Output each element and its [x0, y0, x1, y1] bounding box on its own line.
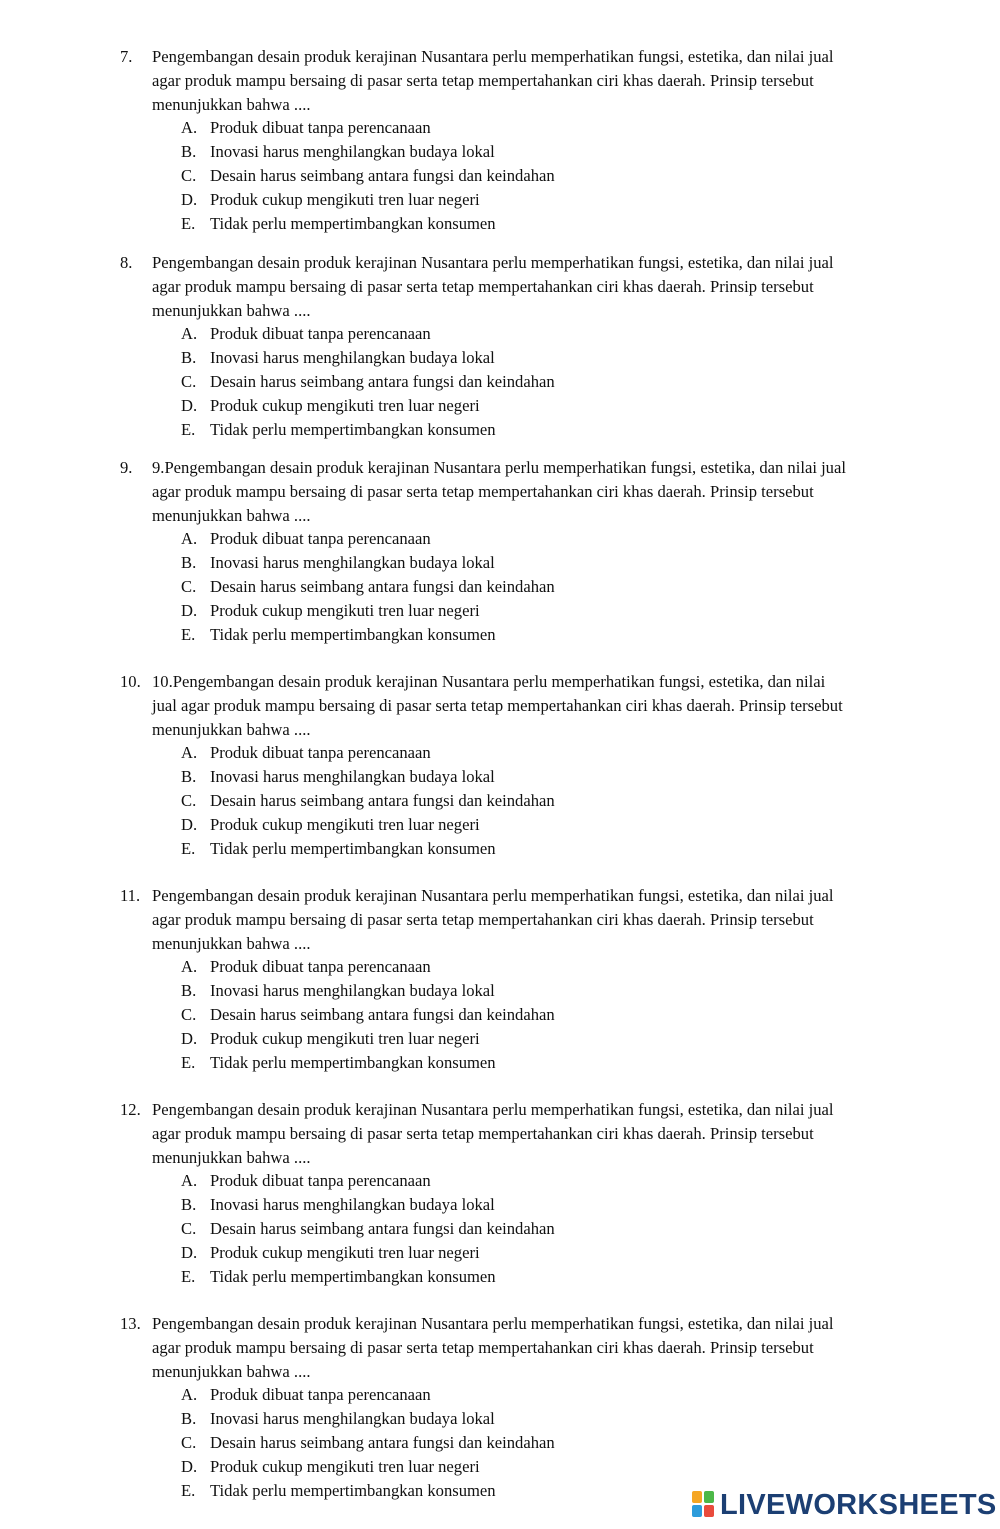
option-c[interactable] — [120, 1003, 910, 1027]
option-text: Produk dibuat tanpa perencanaan — [210, 118, 431, 138]
option-c[interactable] — [120, 164, 910, 188]
question-number: 8. — [120, 253, 133, 272]
question-stem — [120, 884, 910, 955]
option-text: Desain harus seimbang antara fungsi dan keindahan — [210, 165, 555, 185]
option-text: Produk cukup mengikuti tren luar negeri — [210, 189, 480, 209]
option-letter: C. — [181, 1432, 197, 1452]
question-13 — [120, 1312, 910, 1502]
option-b[interactable] — [120, 140, 910, 164]
question-number: 13. — [120, 1314, 141, 1333]
question-number: 9. — [120, 458, 133, 477]
option-b[interactable] — [120, 979, 910, 1003]
question-text-line: Pengembangan desain produk kerajinan Nusantara perlu memperhatikan fungsi, estetika, dan nilai jual — [152, 47, 834, 66]
question-10 — [120, 670, 910, 860]
option-d[interactable] — [120, 1027, 910, 1051]
option-text: Tidak perlu mempertimbangkan konsumen — [210, 624, 496, 644]
option-letter: B. — [181, 767, 197, 787]
logo-tile — [692, 1491, 702, 1503]
option-text: Produk cukup mengikuti tren luar negeri — [210, 1456, 480, 1476]
logo-tile — [704, 1505, 714, 1517]
option-text: Tidak perlu mempertimbangkan konsumen — [210, 1480, 496, 1500]
option-letter: E. — [181, 838, 196, 858]
question-text-line: Pengembangan desain produk kerajinan Nusantara perlu memperhatikan fungsi, estetika, dan nilai jual — [152, 1100, 834, 1119]
option-c[interactable] — [120, 1431, 910, 1455]
option-letter: B. — [181, 142, 197, 162]
option-letter: C. — [181, 1218, 197, 1238]
option-e[interactable] — [120, 623, 910, 647]
option-b[interactable] — [120, 346, 910, 370]
logo-tile — [692, 1505, 702, 1517]
option-text: Tidak perlu mempertimbangkan konsumen — [210, 419, 496, 439]
option-b[interactable] — [120, 1407, 910, 1431]
question-text-line: menunjukkan bahwa .... — [152, 1147, 311, 1167]
option-letter: D. — [181, 1028, 198, 1048]
option-text: Desain harus seimbang antara fungsi dan keindahan — [210, 1432, 555, 1452]
option-letter: E. — [181, 213, 196, 233]
option-letter: E. — [181, 1266, 196, 1286]
option-letter: E. — [181, 624, 196, 644]
option-letter: C. — [181, 165, 197, 185]
option-text: Inovasi harus menghilangkan budaya lokal — [210, 981, 495, 1001]
option-b[interactable] — [120, 1193, 910, 1217]
option-e[interactable] — [120, 418, 910, 442]
option-text: Tidak perlu mempertimbangkan konsumen — [210, 1266, 496, 1286]
option-text: Produk dibuat tanpa perencanaan — [210, 529, 431, 549]
option-letter: E. — [181, 1052, 196, 1072]
option-letter: B. — [181, 348, 197, 368]
option-b[interactable] — [120, 765, 910, 789]
question-number: 7. — [120, 47, 133, 66]
question-text-line: jual agar produk mampu bersaing di pasar serta tetap mempertahankan ciri khas daerah. Prinsip tersebut — [152, 695, 843, 715]
option-a[interactable] — [120, 527, 910, 551]
option-letter: A. — [181, 118, 198, 138]
option-letter: B. — [181, 1409, 197, 1429]
question-text-line: 9.Pengembangan desain produk kerajinan Nusantara perlu memperhatikan fungsi, estetika, dan nilai jual — [152, 458, 846, 477]
option-letter: B. — [181, 553, 197, 573]
option-e[interactable] — [120, 1265, 910, 1289]
question-12 — [120, 1098, 910, 1288]
option-text: Inovasi harus menghilangkan budaya lokal — [210, 1195, 495, 1215]
option-d[interactable] — [120, 1455, 910, 1479]
question-stem — [120, 251, 910, 322]
question-stem — [120, 45, 910, 116]
option-letter: A. — [181, 1171, 198, 1191]
option-a[interactable] — [120, 741, 910, 765]
option-text: Produk dibuat tanpa perencanaan — [210, 324, 431, 344]
question-text-line: agar produk mampu bersaing di pasar serta tetap mempertahankan ciri khas daerah. Prinsip tersebut — [152, 276, 814, 296]
option-c[interactable] — [120, 575, 910, 599]
option-letter: A. — [181, 1385, 198, 1405]
question-text-line: menunjukkan bahwa .... — [152, 933, 311, 953]
option-letter: C. — [181, 790, 197, 810]
question-number: 10. — [120, 672, 141, 691]
question-stem — [120, 670, 910, 741]
question-7 — [120, 45, 910, 235]
question-8 — [120, 251, 910, 441]
option-text: Inovasi harus menghilangkan budaya lokal — [210, 553, 495, 573]
option-text: Tidak perlu mempertimbangkan konsumen — [210, 838, 496, 858]
question-text-line: Pengembangan desain produk kerajinan Nusantara perlu memperhatikan fungsi, estetika, dan nilai jual — [152, 886, 834, 905]
question-text-line: menunjukkan bahwa .... — [152, 1361, 311, 1381]
question-text-line: agar produk mampu bersaing di pasar serta tetap mempertahankan ciri khas daerah. Prinsip tersebut — [152, 1123, 814, 1143]
option-letter: B. — [181, 1195, 197, 1215]
question-text-line: menunjukkan bahwa .... — [152, 505, 311, 525]
option-a[interactable] — [120, 116, 910, 140]
option-c[interactable] — [120, 370, 910, 394]
question-text-line: Pengembangan desain produk kerajinan Nusantara perlu memperhatikan fungsi, estetika, dan nilai jual — [152, 1314, 834, 1333]
option-letter: D. — [181, 814, 198, 834]
option-text: Inovasi harus menghilangkan budaya lokal — [210, 348, 495, 368]
question-11 — [120, 884, 910, 1074]
option-letter: A. — [181, 743, 198, 763]
option-d[interactable] — [120, 813, 910, 837]
option-text: Produk dibuat tanpa perencanaan — [210, 1385, 431, 1405]
option-letter: A. — [181, 529, 198, 549]
option-text: Desain harus seimbang antara fungsi dan keindahan — [210, 790, 555, 810]
option-text: Produk cukup mengikuti tren luar negeri — [210, 395, 480, 415]
option-letter: D. — [181, 395, 198, 415]
question-text-line: menunjukkan bahwa .... — [152, 300, 311, 320]
option-letter: E. — [181, 419, 196, 439]
question-number: 12. — [120, 1100, 141, 1119]
question-number: 11. — [120, 886, 141, 905]
option-letter: C. — [181, 1004, 197, 1024]
liveworksheets-logo-icon — [692, 1491, 716, 1519]
option-text: Produk dibuat tanpa perencanaan — [210, 1171, 431, 1191]
option-letter: D. — [181, 1242, 198, 1262]
option-text: Desain harus seimbang antara fungsi dan keindahan — [210, 371, 555, 391]
question-text-line: menunjukkan bahwa .... — [152, 94, 311, 114]
option-list — [120, 955, 910, 1074]
question-text-line: menunjukkan bahwa .... — [152, 719, 311, 739]
option-text: Produk cukup mengikuti tren luar negeri — [210, 600, 480, 620]
option-d[interactable] — [120, 1241, 910, 1265]
question-text-line: agar produk mampu bersaing di pasar serta tetap mempertahankan ciri khas daerah. Prinsip tersebut — [152, 1337, 814, 1357]
option-text: Tidak perlu mempertimbangkan konsumen — [210, 1052, 496, 1072]
question-stem — [120, 456, 910, 527]
question-stem — [120, 1312, 910, 1383]
option-text: Inovasi harus menghilangkan budaya lokal — [210, 1409, 495, 1429]
option-a[interactable] — [120, 322, 910, 346]
option-text: Inovasi harus menghilangkan budaya lokal — [210, 767, 495, 787]
question-text-line: 10.Pengembangan desain produk kerajinan Nusantara perlu memperhatikan fungsi, estetika, dan nilai — [152, 672, 826, 691]
option-e[interactable] — [120, 837, 910, 861]
brand-name: LIVEWORKSHEETS — [720, 1489, 997, 1521]
option-d[interactable] — [120, 188, 910, 212]
option-letter: B. — [181, 981, 197, 1001]
option-text: Produk dibuat tanpa perencanaan — [210, 743, 431, 763]
option-text: Produk cukup mengikuti tren luar negeri — [210, 1242, 480, 1262]
option-text: Inovasi harus menghilangkan budaya lokal — [210, 142, 495, 162]
option-list — [120, 322, 910, 441]
option-text: Produk cukup mengikuti tren luar negeri — [210, 814, 480, 834]
option-text: Tidak perlu mempertimbangkan konsumen — [210, 213, 496, 233]
option-list — [120, 527, 910, 646]
question-text-line: Pengembangan desain produk kerajinan Nusantara perlu memperhatikan fungsi, estetika, dan nilai jual — [152, 253, 834, 272]
option-letter: C. — [181, 576, 197, 596]
option-a[interactable] — [120, 1383, 910, 1407]
option-letter: C. — [181, 371, 197, 391]
option-a[interactable] — [120, 955, 910, 979]
option-b[interactable] — [120, 551, 910, 575]
option-list — [120, 1383, 910, 1502]
option-letter: E. — [181, 1480, 196, 1500]
question-text-line: agar produk mampu bersaing di pasar serta tetap mempertahankan ciri khas daerah. Prinsip tersebut — [152, 909, 814, 929]
option-c[interactable] — [120, 1217, 910, 1241]
option-text: Produk cukup mengikuti tren luar negeri — [210, 1028, 480, 1048]
option-list — [120, 116, 910, 235]
option-text: Desain harus seimbang antara fungsi dan keindahan — [210, 576, 555, 596]
option-d[interactable] — [120, 394, 910, 418]
option-text: Desain harus seimbang antara fungsi dan keindahan — [210, 1004, 555, 1024]
option-text: Desain harus seimbang antara fungsi dan keindahan — [210, 1218, 555, 1238]
question-text-line: agar produk mampu bersaing di pasar serta tetap mempertahankan ciri khas daerah. Prinsip tersebut — [152, 481, 814, 501]
option-letter: A. — [181, 957, 198, 977]
liveworksheets-brand[interactable] — [692, 1488, 997, 1522]
question-9 — [120, 456, 910, 646]
option-letter: D. — [181, 189, 198, 209]
option-list — [120, 741, 910, 860]
option-d[interactable] — [120, 599, 910, 623]
option-e[interactable] — [120, 1051, 910, 1075]
logo-tile — [704, 1491, 714, 1503]
option-e[interactable] — [120, 212, 910, 236]
question-text-line: agar produk mampu bersaing di pasar serta tetap mempertahankan ciri khas daerah. Prinsip tersebut — [152, 70, 814, 90]
option-a[interactable] — [120, 1169, 910, 1193]
question-stem — [120, 1098, 910, 1169]
option-letter: D. — [181, 600, 198, 620]
option-letter: A. — [181, 324, 198, 344]
option-list — [120, 1169, 910, 1288]
option-c[interactable] — [120, 789, 910, 813]
option-text: Produk dibuat tanpa perencanaan — [210, 957, 431, 977]
option-letter: D. — [181, 1456, 198, 1476]
